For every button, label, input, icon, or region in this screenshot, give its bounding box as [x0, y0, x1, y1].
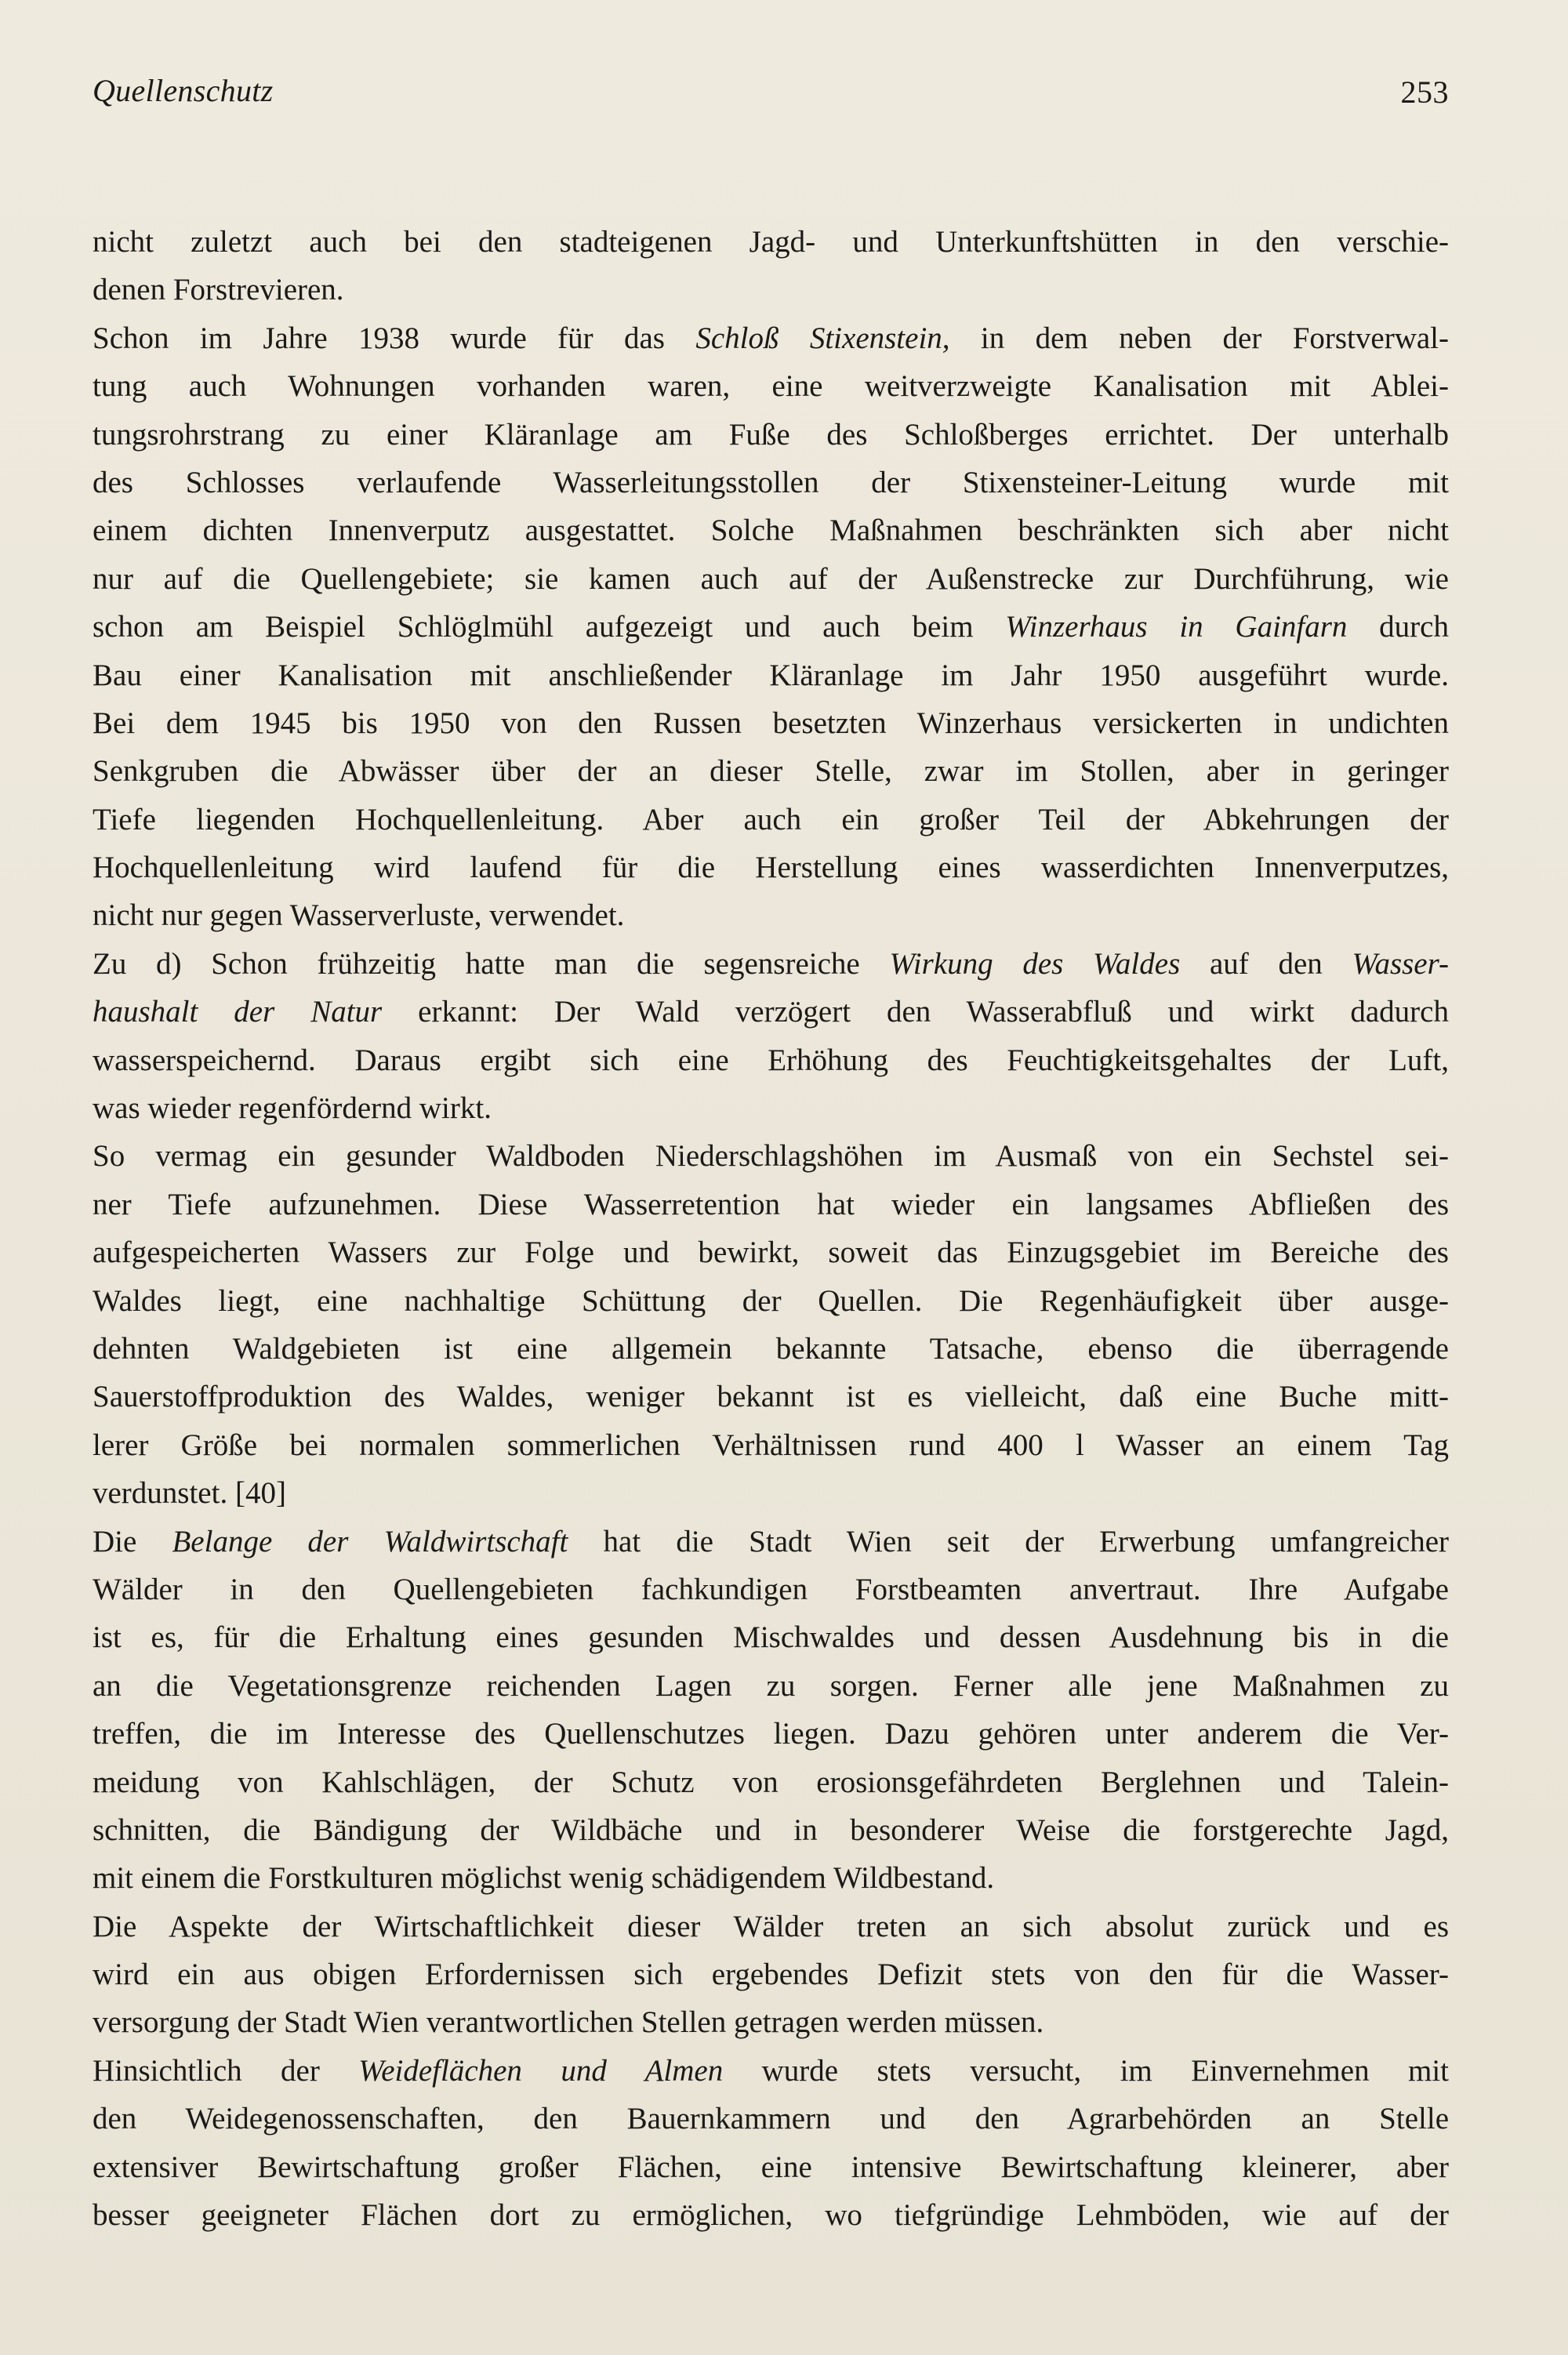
emphasis: Schloß Stixenstein, — [695, 321, 950, 355]
text-line: versorgung der Stadt Wien verantwortlichen Stellen getragen werden müssen. — [93, 2005, 1044, 2040]
text-line: einem dichten Innenverputz ausgestattet. Solche Maßnahmen beschränkten sich aber nicht — [93, 513, 1449, 548]
text-line: ist es, für die Erhaltung eines gesunden Mischwaldes und dessen Ausdehnung bis in die — [93, 1620, 1449, 1655]
text-line: Die Belange der Waldwirtschaft hat die Stadt Wien seit der Erwerbung umfangreicher — [93, 1524, 1449, 1559]
emphasis: Wirkung des Waldes — [889, 946, 1181, 981]
text-line: Zu d) Schon frühzeitig hatte man die segensreiche Wirkung des Waldes auf den Wasser- — [93, 946, 1449, 981]
text-line: aufgespeicherten Wassers zur Folge und bewirkt, soweit das Einzugsgebiet im Bereiche des — [93, 1236, 1449, 1270]
running-title: Quellenschutz — [93, 73, 274, 108]
text-line: an die Vegetationsgrenze reichenden Lagen zu sorgen. Ferner alle jene Maßnahmen zu — [93, 1668, 1449, 1703]
text-line: Sauerstoffproduktion des Waldes, weniger bekannt ist es vielleicht, daß eine Buche mitt- — [93, 1380, 1449, 1414]
text-line: denen Forstrevieren. — [93, 273, 344, 307]
text-line: tung auch Wohnungen vorhanden waren, eine weitverzweigte Kanalisation mit Ablei- — [93, 369, 1449, 404]
text-line: wasserspeichernd. Daraus ergibt sich eine Erhöhung des Feuchtigkeitsgehaltes der Luft, — [93, 1043, 1449, 1077]
text-line: treffen, die im Interesse des Quellenschutzes liegen. Dazu gehören unter anderem die Ver- — [93, 1717, 1449, 1751]
text-line: verdunstet. [40] — [93, 1476, 286, 1511]
text-line: besser geeigneter Flächen dort zu ermöglichen, wo tiefgründige Lehmböden, wie auf der — [93, 2198, 1449, 2233]
text-line: mit einem die Forstkulturen möglichst wenig schädigendem Wildbestand. — [93, 1861, 995, 1896]
text-line: schnitten, die Bändigung der Wildbäche und in besonderer Weise die forstgerechte Jagd, — [93, 1813, 1449, 1847]
text-line: meidung von Kahlschlägen, der Schutz von erosionsgefährdeten Berglehnen und Talein- — [93, 1765, 1449, 1799]
emphasis: Weideflächen und Almen — [358, 2053, 724, 2088]
text-line: extensiver Bewirtschaftung großer Flächen, eine intensive Bewirtschaftung kleinerer, aber — [93, 2150, 1449, 2184]
text-line: Schon im Jahre 1938 wurde für das Schloß Stixenstein, in dem neben der Forstverwal- — [93, 321, 1449, 355]
text-line: Tiefe liegenden Hochquellenleitung. Aber auch ein großer Teil der Abkehrungen der — [93, 802, 1449, 836]
text-line: dehnten Waldgebieten ist eine allgemein bekannte Tatsache, ebenso die überragende — [93, 1331, 1449, 1366]
text-line: ner Tiefe aufzunehmen. Diese Wasserretention hat wieder ein langsames Abfließen des — [93, 1187, 1449, 1221]
text-line: Wälder in den Quellengebieten fachkundigen Forstbeamten anvertraut. Ihre Aufgabe — [93, 1572, 1449, 1606]
text-line: Die Aspekte der Wirtschaftlichkeit dieser Wälder treten an sich absolut zurück und es — [93, 1909, 1449, 1943]
emphasis: Wasser- — [1352, 946, 1449, 981]
page-number: 253 — [1400, 74, 1449, 110]
text-line: Hinsichtlich der Weideflächen und Almen wurde stets versucht, im Einvernehmen mit — [93, 2053, 1449, 2088]
text-line: was wieder regenfördernd wirkt. — [93, 1091, 492, 1126]
emphasis: Winzerhaus in Gainfarn — [1005, 610, 1348, 644]
text-line: Bei dem 1945 bis 1950 von den Russen besetzten Winzerhaus versickerten in undichten — [93, 706, 1449, 740]
emphasis: haushalt der Natur — [93, 995, 383, 1029]
text-line: wird ein aus obigen Erfordernissen sich ergebendes Defizit stets von den für die Wasser- — [93, 1958, 1449, 1992]
text-line: schon am Beispiel Schlöglmühl aufgezeigt und auch beim Winzerhaus in Gainfarn durch — [93, 610, 1449, 644]
text-line: nicht zuletzt auch bei den stadteigenen Jagd- und Unterkunftshütten in den verschie- — [93, 225, 1449, 259]
emphasis: Belange der Waldwirtschaft — [172, 1524, 568, 1559]
text-line: haushalt der Natur erkannt: Der Wald verzögert den Wasserabfluß und wirkt dadurch — [93, 995, 1449, 1029]
text-line: Bau einer Kanalisation mit anschließender Kläranlage im Jahr 1950 ausgeführt wurde. — [93, 658, 1449, 692]
text-line: nur auf die Quellengebiete; sie kamen auch auf der Außenstrecke zur Durchführung, wie — [93, 561, 1449, 596]
text-line: lerer Größe bei normalen sommerlichen Verhältnissen rund 400 l Wasser an einem Tag — [93, 1428, 1449, 1462]
text-line: Senkgruben die Abwässer über der an dieser Stelle, zwar im Stollen, aber in geringer — [93, 754, 1449, 789]
text-line: Waldes liegt, eine nachhaltige Schüttung der Quellen. Die Regenhäufigkeit über ausge- — [93, 1283, 1449, 1318]
text-line: So vermag ein gesunder Waldboden Niederschlagshöhen im Ausmaß von ein Sechstel sei- — [93, 1139, 1449, 1174]
text-line: den Weidegenossenschaften, den Bauernkammern und den Agrarbehörden an Stelle — [93, 2102, 1449, 2136]
text-line: nicht nur gegen Wasserverluste, verwendet. — [93, 898, 625, 933]
text-line: Hochquellenleitung wird laufend für die Herstellung eines wasserdichten Innenverputzes, — [93, 851, 1449, 885]
body-text — [93, 218, 1449, 2239]
text-line: des Schlosses verlaufende Wasserleitungsstollen der Stixensteiner-Leitung wurde mit — [93, 465, 1449, 499]
text-line: tungsrohrstrang zu einer Kläranlage am Fuße des Schloßberges errichtet. Der unterhalb — [93, 417, 1449, 452]
